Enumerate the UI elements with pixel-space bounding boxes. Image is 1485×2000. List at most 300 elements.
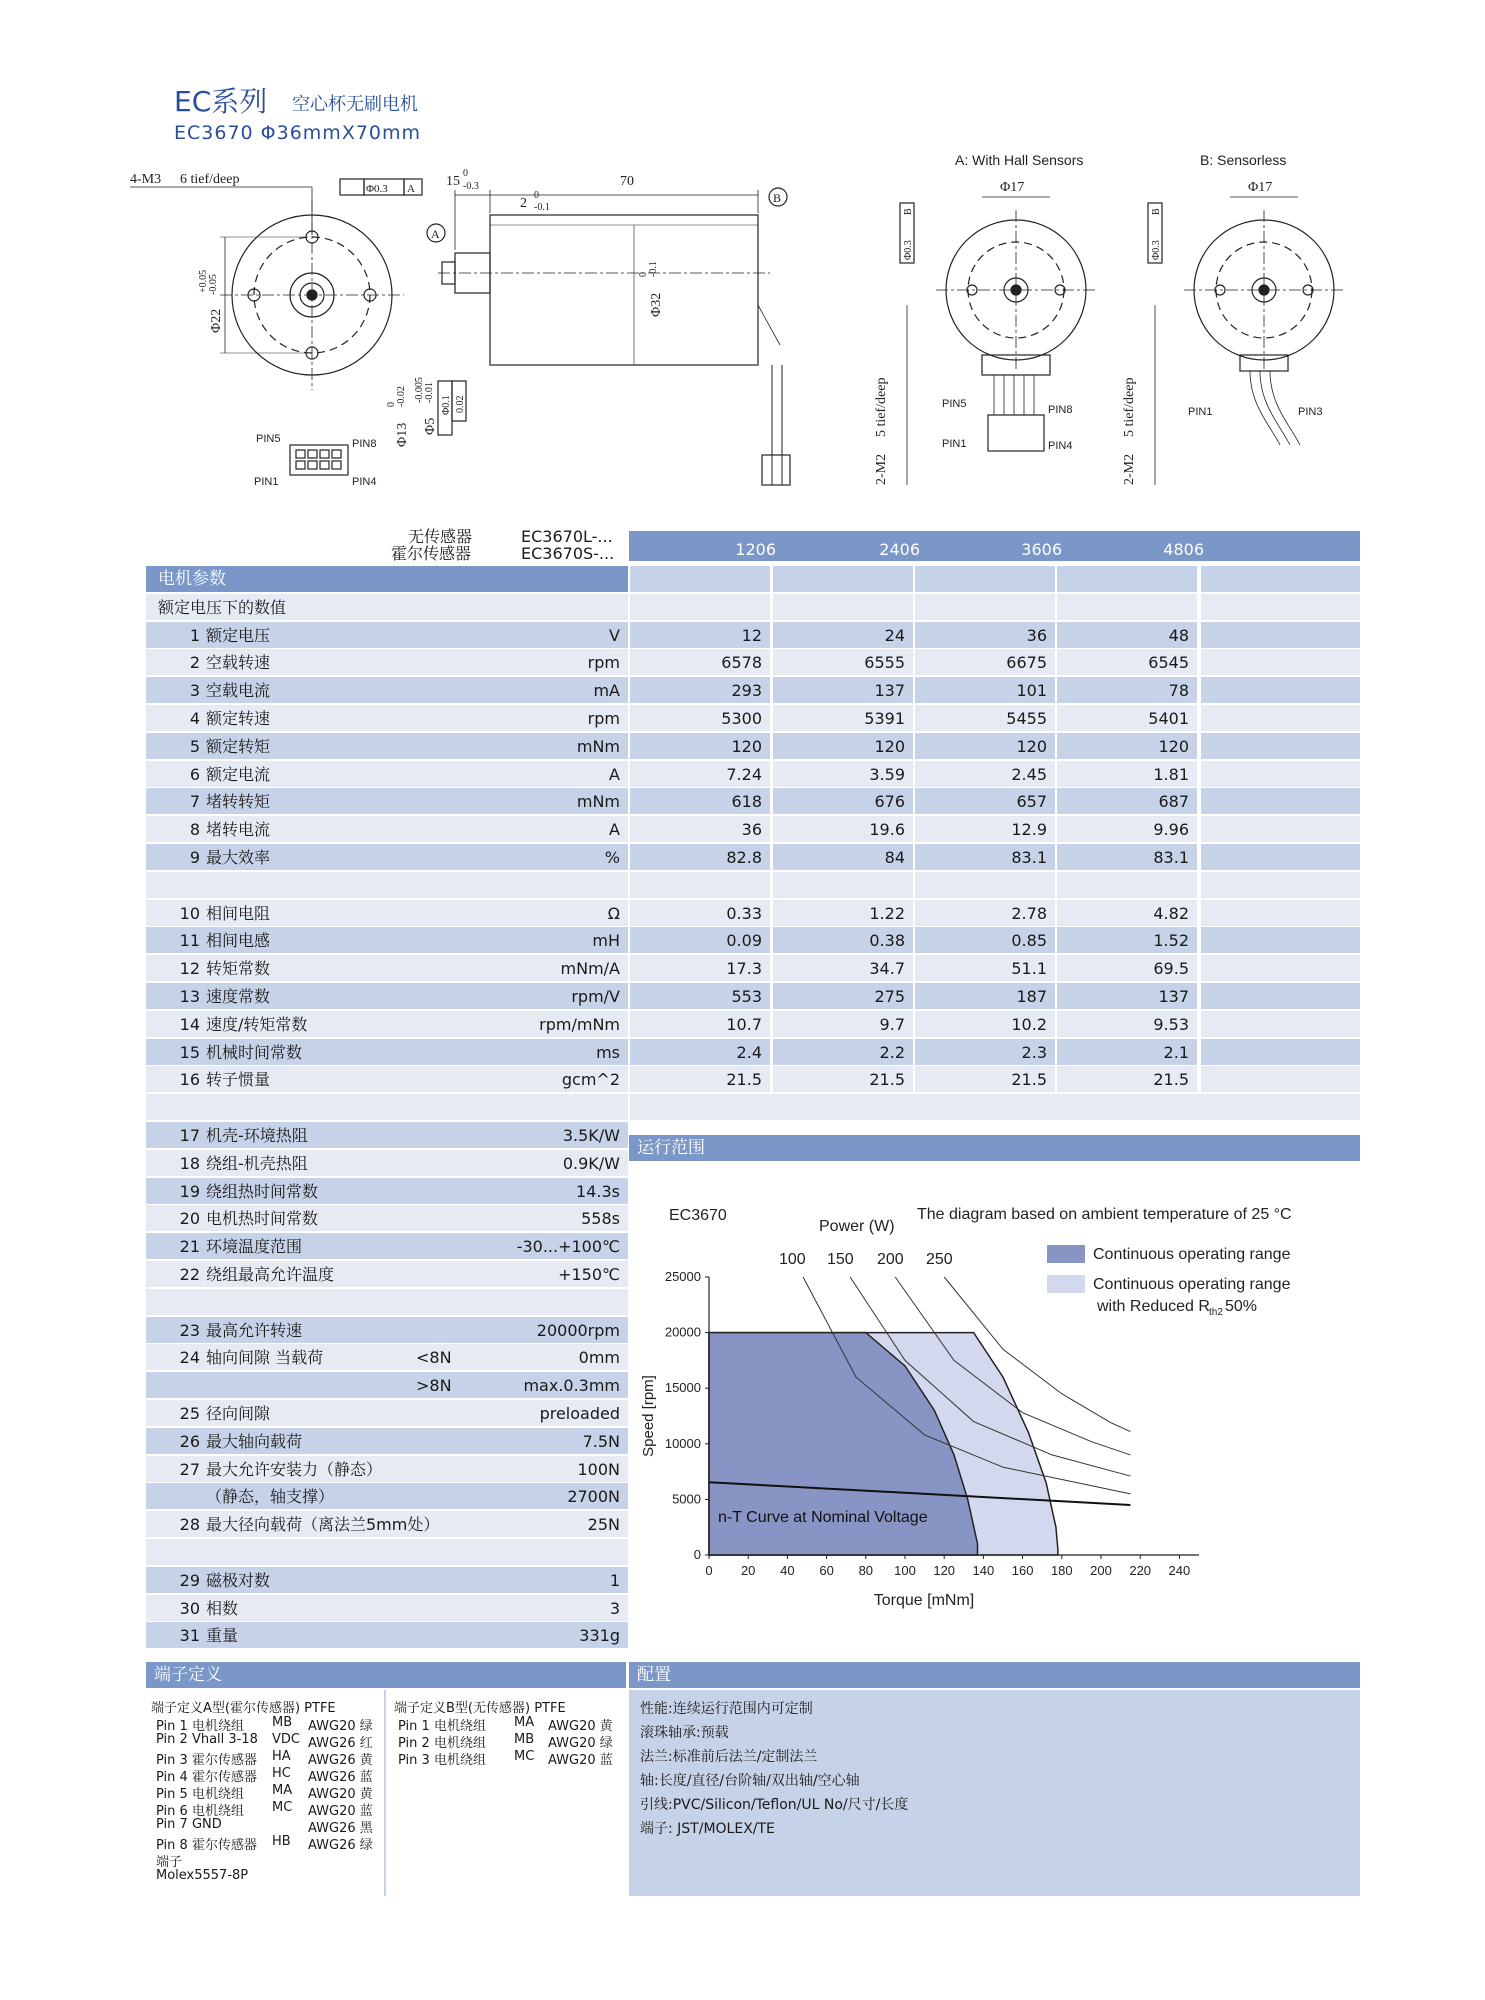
table-cell: 676	[773, 788, 913, 814]
cell-text: 空载转速	[206, 653, 271, 673]
pin-b-code: MB	[514, 1732, 535, 1747]
cell-text: 25N	[587, 1515, 620, 1535]
table-row	[146, 1011, 1360, 1037]
table-cell	[146, 1428, 628, 1454]
cell-text: mNm/A	[560, 959, 620, 979]
dia-5-label: Φ5	[423, 417, 438, 435]
cell-text: %	[604, 848, 620, 867]
cell-text: 29	[179, 1570, 200, 1590]
view-b-pin3: PIN3	[1298, 406, 1323, 418]
pin-a-name: Pin 7 GND	[156, 1817, 222, 1832]
connector-front	[254, 433, 376, 488]
cell-text: 3	[609, 1598, 620, 1618]
table-cell: 120	[1057, 733, 1197, 759]
cell-text: rpm	[587, 653, 620, 673]
cell-text: 空载电流	[206, 681, 271, 701]
cell-text: 径向间隙	[206, 1404, 271, 1423]
config-item: 性能:连续运行范围内可定制	[640, 1701, 813, 1717]
pin-a-name: Pin 8 霍尔传感器	[156, 1838, 257, 1853]
y-tick-label: 25000	[664, 1269, 701, 1284]
x-tick-label: 220	[1129, 1563, 1152, 1578]
view-a-rear-depth: 5 tief/deep	[874, 377, 889, 437]
cell-text: 23	[179, 1320, 200, 1340]
dia-22-label: Φ22	[209, 308, 224, 333]
table-cell	[915, 872, 1055, 898]
cell-text: 额定转矩	[206, 736, 271, 756]
pin-a-code: MC	[272, 1800, 293, 1815]
cell-text: 14.3s	[576, 1181, 620, 1201]
table-cell: 6675	[915, 649, 1055, 675]
cell-text: 磁极对数	[206, 1570, 271, 1590]
technical-drawing	[120, 145, 1360, 505]
pin-a-wire: AWG20 黄	[308, 1787, 373, 1802]
model-3606: 3606	[1021, 540, 1062, 559]
dim-70-label: 70	[620, 174, 634, 189]
table-cell	[915, 594, 1055, 620]
table-cell: 48	[1057, 622, 1197, 648]
table-cell	[1201, 1066, 1360, 1092]
table-cell	[1201, 955, 1360, 981]
table-cell: 17.3	[630, 955, 770, 981]
front-view	[130, 172, 422, 390]
y-axis-label: Speed [rpm]	[640, 1375, 657, 1457]
cell-text: V	[609, 625, 620, 645]
table-cell: 3.59	[773, 761, 913, 787]
table-cell	[1201, 594, 1360, 620]
cell-text: 堵转电流	[206, 820, 271, 840]
table-cell	[146, 1400, 628, 1426]
pin-a-name: Pin 5 电机绕组	[156, 1787, 244, 1802]
hdr-model-s: EC3670S-...	[521, 544, 615, 563]
cell-text: 1	[189, 625, 200, 645]
view-a-dia-17: Φ17	[1000, 180, 1025, 195]
table-row	[146, 816, 1360, 842]
cell-text: 环境温度范围	[206, 1237, 303, 1257]
table-cell	[146, 1233, 628, 1259]
cell-text: +150℃	[558, 1265, 620, 1284]
tol-002-label: 0.02	[455, 395, 466, 413]
cell-text: 堵转转矩	[206, 792, 271, 812]
ref-a-label: A	[431, 227, 440, 241]
table-cell: 5401	[1057, 705, 1197, 731]
cell-text: A	[609, 764, 620, 784]
table-cell	[146, 1150, 628, 1176]
table-cell: 0.38	[773, 927, 913, 953]
table-cell	[773, 566, 913, 592]
y-tick-label: 10000	[664, 1435, 701, 1451]
table-cell: 21.5	[915, 1066, 1055, 1092]
dia-5-tol-lo: -0.01	[424, 382, 435, 403]
table-cell: 9.7	[773, 1011, 913, 1037]
table-cell: 2.78	[915, 900, 1055, 926]
cell-text: 3.5K/W	[562, 1126, 620, 1145]
cell-text: preloaded	[539, 1404, 620, 1423]
cell-text: 331g	[579, 1626, 620, 1646]
rear-view-a	[874, 152, 1096, 485]
pin-b-wire: AWG20 蓝	[548, 1753, 613, 1768]
table-cell	[146, 594, 628, 620]
table-row	[146, 1066, 1360, 1092]
table-cell	[146, 927, 628, 953]
cell-text: 1	[609, 1570, 620, 1590]
x-tick-label: 140	[972, 1563, 995, 1578]
x-tick-label: 100	[894, 1563, 916, 1578]
table-cell	[146, 761, 628, 787]
table-cell: 2.4	[630, 1039, 770, 1065]
table-cell: 101	[915, 677, 1055, 703]
table-cell	[146, 1122, 628, 1148]
pin-a-title: 端子定义A型(霍尔传感器) PTFE	[151, 1701, 336, 1716]
x-tick-label: 240	[1168, 1563, 1191, 1578]
table-cell: 6578	[630, 649, 770, 675]
table-cell: 12	[630, 622, 770, 648]
spacer-row	[146, 872, 1360, 898]
table-cell	[1201, 1039, 1360, 1065]
cell-text: 7	[189, 792, 200, 812]
table-cell	[146, 1483, 628, 1509]
dia-13-label: Φ13	[395, 422, 410, 447]
cell-text: 11	[179, 931, 200, 951]
dim-15-tol-lo: -0.3	[463, 181, 479, 192]
table-cell	[146, 816, 628, 842]
power-value-label: 250	[926, 1251, 953, 1268]
table-cell: 84	[773, 844, 913, 870]
pin-b-name: Pin 3 电机绕组	[398, 1753, 486, 1768]
table-row	[146, 900, 1360, 926]
table-cell	[1201, 622, 1360, 648]
side-view	[386, 168, 790, 485]
table-cell	[1057, 594, 1197, 620]
table-cell	[146, 1039, 628, 1065]
cell-text: 最大效率	[206, 848, 271, 867]
section-row	[146, 566, 1360, 592]
table-cell	[630, 872, 770, 898]
table-cell: 78	[1057, 677, 1197, 703]
cell-text: 12	[179, 959, 200, 979]
pin8-label: PIN8	[352, 438, 377, 450]
cell-text: 轴向间隙 当载荷	[206, 1348, 324, 1368]
table-cell: 187	[915, 983, 1055, 1009]
cell-text: 9	[189, 848, 200, 867]
dia-13-tol-lo: -0.02	[396, 386, 407, 407]
table-row	[146, 983, 1360, 1009]
table-cell	[146, 733, 628, 759]
view-b-label: B: Sensorless	[1200, 152, 1287, 168]
x-tick-label: 60	[819, 1563, 834, 1578]
cell-text: 10	[179, 903, 200, 923]
x-tick-label: 200	[1090, 1563, 1112, 1578]
cell-text: 18	[179, 1153, 200, 1173]
view-a-pin5: PIN5	[942, 398, 967, 410]
table-cell: 120	[630, 733, 770, 759]
cell-text: 最大轴向载荷	[206, 1431, 303, 1451]
cell-text: 100N	[577, 1459, 620, 1479]
table-cell: 2.2	[773, 1039, 913, 1065]
table-cell	[1057, 566, 1197, 592]
cell-text: 26	[179, 1431, 200, 1451]
cell-text: 5	[189, 736, 200, 756]
table-cell: 2.1	[1057, 1039, 1197, 1065]
pin-a-code: HC	[272, 1766, 291, 1781]
series-subtitle: 空心杯无刷电机	[292, 94, 418, 115]
table-cell	[146, 1317, 628, 1343]
table-cell	[146, 1289, 628, 1315]
power-value-label: 100	[779, 1251, 806, 1268]
cell-text: 17	[179, 1126, 200, 1145]
dim-2-label: 2	[520, 196, 527, 211]
table-cell: 687	[1057, 788, 1197, 814]
table-cell	[146, 1456, 628, 1482]
table-cell	[146, 1344, 628, 1370]
chart-title: EC3670	[669, 1207, 727, 1224]
cell-text: （静态，轴支撑）	[206, 1487, 335, 1507]
pin-a-wire: AWG26 黄	[308, 1753, 373, 1768]
table-cell: 4.82	[1057, 900, 1197, 926]
tol-01-label: Φ0.1	[441, 395, 452, 415]
table-row	[146, 677, 1360, 703]
table-cell: 36	[630, 816, 770, 842]
table-cell	[146, 1511, 628, 1537]
power-value-label: 200	[877, 1251, 904, 1268]
hdr-hall: 霍尔传感器	[391, 544, 472, 563]
table-cell: 0.33	[630, 900, 770, 926]
config-item: 轴:长度/直径/台阶轴/双出轴/空心轴	[640, 1773, 860, 1789]
view-b-tol-ref: B	[1151, 208, 1162, 215]
x-tick-label: 120	[933, 1563, 956, 1578]
table-cell: 1.22	[773, 900, 913, 926]
table-cell: 553	[630, 983, 770, 1009]
dia-22-tol-hi: +0.05	[198, 269, 209, 293]
x-tick-label: 0	[705, 1563, 713, 1578]
table-cell: 1.81	[1057, 761, 1197, 787]
pin5-label: PIN5	[256, 433, 281, 445]
cell-text: 0mm	[578, 1348, 620, 1368]
table-cell: 618	[630, 788, 770, 814]
table-cell: 83.1	[915, 844, 1055, 870]
table-cell: 0.09	[630, 927, 770, 953]
table-cell	[1201, 872, 1360, 898]
cell-text: 21	[179, 1237, 200, 1257]
config-item: 端子: JST/MOLEX/TE	[640, 1821, 775, 1837]
table-cell: 34.7	[773, 955, 913, 981]
front-thread-label: 4-M3	[130, 172, 162, 187]
table-cell	[1201, 677, 1360, 703]
cell-text: gcm^2	[561, 1070, 620, 1090]
table-cell: 120	[773, 733, 913, 759]
config-item: 引线:PVC/Silicon/Teflon/UL No/尺寸/长度	[640, 1797, 909, 1813]
table-cell	[146, 1372, 628, 1398]
tol-pos-label: Φ0.3	[366, 183, 388, 195]
table-cell: 1.52	[1057, 927, 1197, 953]
pin-b-name: Pin 1 电机绕组	[398, 1719, 486, 1734]
cell-text: rpm/mNm	[539, 1014, 620, 1034]
table-header	[146, 528, 1360, 564]
model-4806: 4806	[1163, 540, 1204, 559]
table-cell	[1201, 900, 1360, 926]
pin-a-code: MB	[272, 1715, 293, 1730]
cell-text: 14	[179, 1014, 200, 1034]
pin-a-code: HA	[272, 1749, 291, 1764]
table-cell	[146, 983, 628, 1009]
table-cell	[1201, 788, 1360, 814]
pin-b-wire: AWG20 黄	[548, 1719, 613, 1734]
pin-a-name: Pin 4 霍尔传感器	[156, 1770, 257, 1785]
cell-text: 558s	[581, 1209, 620, 1229]
table-cell	[1201, 1011, 1360, 1037]
pin-a-name: Pin 3 霍尔传感器	[156, 1753, 257, 1768]
dim-15-tol-hi: 0	[463, 168, 468, 179]
hdr-sensorless: 无传感器	[408, 527, 473, 546]
cell-text: 额定转速	[206, 709, 271, 728]
pin-b-name: Pin 2 电机绕组	[398, 1736, 486, 1751]
config-item: 滚珠轴承:预载	[640, 1725, 729, 1741]
cell-text: 30	[179, 1598, 200, 1618]
view-b-tol: Φ0.3	[1151, 240, 1162, 260]
table-row	[146, 649, 1360, 675]
legend-label-reduced: Continuous operating range	[1093, 1276, 1291, 1293]
cell-text: Ω	[607, 903, 620, 923]
table-cell	[773, 872, 913, 898]
table-cell	[1201, 816, 1360, 842]
y-tick-label: 5000	[672, 1491, 701, 1507]
model-1206: 1206	[735, 540, 776, 559]
cell-text: 最大径向载荷（离法兰5mm处）	[206, 1515, 440, 1535]
x-tick-label: 180	[1050, 1563, 1073, 1578]
pin-a-conn-label: 端子	[156, 1855, 183, 1870]
cell-text: 24	[179, 1348, 200, 1368]
table-cell	[630, 1094, 1360, 1120]
view-b-rear-thread: 2-M2	[1122, 453, 1137, 485]
table-row	[146, 955, 1360, 981]
pin-a-wire: AWG20 蓝	[308, 1804, 373, 1819]
pin-a-code: MA	[272, 1783, 293, 1798]
legend-label-reduced-2: with Reduced R	[1097, 1298, 1210, 1315]
cell-text: 2700N	[567, 1487, 620, 1507]
pin-b-title: 端子定义B型(无传感器) PTFE	[394, 1701, 566, 1716]
view-a-pin1: PIN1	[942, 438, 967, 450]
table-cell: 657	[915, 788, 1055, 814]
cell-text: 8	[189, 820, 200, 840]
dim-2-tol-lo: -0.1	[534, 202, 550, 213]
table-cell: 36	[915, 622, 1055, 648]
cell-text: 22	[179, 1265, 200, 1284]
pin-a-name: Pin 6 电机绕组	[156, 1804, 244, 1819]
cell-text: 20000rpm	[536, 1320, 620, 1340]
table-cell	[1201, 761, 1360, 787]
table-cell: 9.53	[1057, 1011, 1197, 1037]
cell-text: 额定电压下的数值	[158, 597, 287, 617]
pin-a-code: HB	[272, 1834, 291, 1849]
cell-text: rpm/V	[571, 987, 620, 1006]
table-cell	[146, 1205, 628, 1231]
table-cell	[1201, 705, 1360, 731]
table-cell: 275	[773, 983, 913, 1009]
cell-text: 机壳-环境热阻	[206, 1126, 308, 1145]
table-cell: 7.24	[630, 761, 770, 787]
table-cell	[1057, 872, 1197, 898]
cell-text: mH	[592, 931, 620, 951]
table-cell: 10.2	[915, 1011, 1055, 1037]
cell-text: 28	[179, 1515, 200, 1535]
model-title: EC3670 Φ36mmX70mm	[174, 122, 422, 144]
pin-a-name: Pin 2 Vhall 3-18	[156, 1732, 258, 1747]
table-row	[146, 844, 1360, 870]
chart-note: The diagram based on ambient temperature of 25 °C	[917, 1206, 1292, 1223]
table-cell: 2.3	[915, 1039, 1055, 1065]
pins-divider	[384, 1690, 386, 1896]
subtitle-row	[146, 594, 1360, 620]
table-row	[146, 788, 1360, 814]
table-cell	[1201, 844, 1360, 870]
cell-text: 4	[189, 709, 200, 728]
front-depth-label: 6 tief/deep	[180, 172, 240, 187]
legend-swatch-reduced	[1047, 1275, 1085, 1293]
cell-text: 2	[189, 653, 200, 673]
table-cell	[773, 594, 913, 620]
pin-a-wire: AWG26 红	[308, 1736, 373, 1751]
table-cell: 24	[773, 622, 913, 648]
model-2406: 2406	[879, 540, 920, 559]
legend-swatch-continuous	[1047, 1245, 1085, 1263]
table-cell	[146, 705, 628, 731]
cell-text: 3	[189, 681, 200, 701]
config-body	[629, 1690, 1360, 1896]
table-cell	[146, 1066, 628, 1092]
cell-text: 绕组-机壳热阻	[206, 1153, 308, 1173]
table-cell	[146, 1178, 628, 1204]
table-cell: 120	[915, 733, 1055, 759]
rear-view-b	[1122, 152, 1344, 485]
table-cell	[630, 566, 770, 592]
pin-b-code: MC	[514, 1749, 535, 1764]
cell-text: 电机热时间常数	[206, 1209, 319, 1229]
x-tick-label: 80	[858, 1563, 874, 1578]
dia-5-tol-hi: -0.005	[414, 377, 425, 403]
table-cell	[146, 677, 628, 703]
table-cell: 6555	[773, 649, 913, 675]
table-cell: 82.8	[630, 844, 770, 870]
x-tick-label: 20	[740, 1563, 756, 1578]
dim-15-label: 15	[446, 174, 460, 189]
dia-32-label: Φ32	[649, 292, 664, 317]
cell-text: 15	[179, 1042, 200, 1062]
cell-text: >8N	[416, 1376, 452, 1396]
y-tick-label: 0	[693, 1547, 701, 1562]
cell-text: 0.9K/W	[562, 1153, 620, 1173]
cell-text: 速度/转矩常数	[206, 1014, 308, 1034]
tol-ref-a-label: A	[407, 183, 415, 195]
dia-13-tol-hi: 0	[386, 402, 397, 407]
table-cell: 19.6	[773, 816, 913, 842]
y-tick-label: 20000	[664, 1324, 701, 1340]
table-cell: 293	[630, 677, 770, 703]
table-cell	[146, 566, 628, 592]
cell-text: 25	[179, 1404, 200, 1423]
pin4-label: PIN4	[352, 476, 377, 488]
table-cell: 83.1	[1057, 844, 1197, 870]
table-cell: 5300	[630, 705, 770, 731]
table-cell: 2.45	[915, 761, 1055, 787]
cell-text: 机械时间常数	[206, 1042, 303, 1062]
cell-text: 电机参数	[158, 569, 226, 589]
table-row	[146, 927, 1360, 953]
dia-32-tol-hi: 0	[638, 272, 649, 277]
cell-text: 相间电阻	[206, 903, 271, 923]
table-cell	[146, 1539, 628, 1565]
pin1-label: PIN1	[254, 476, 279, 488]
pin-a-name: Pin 1 电机绕组	[156, 1719, 244, 1734]
table-cell: 9.96	[1057, 816, 1197, 842]
